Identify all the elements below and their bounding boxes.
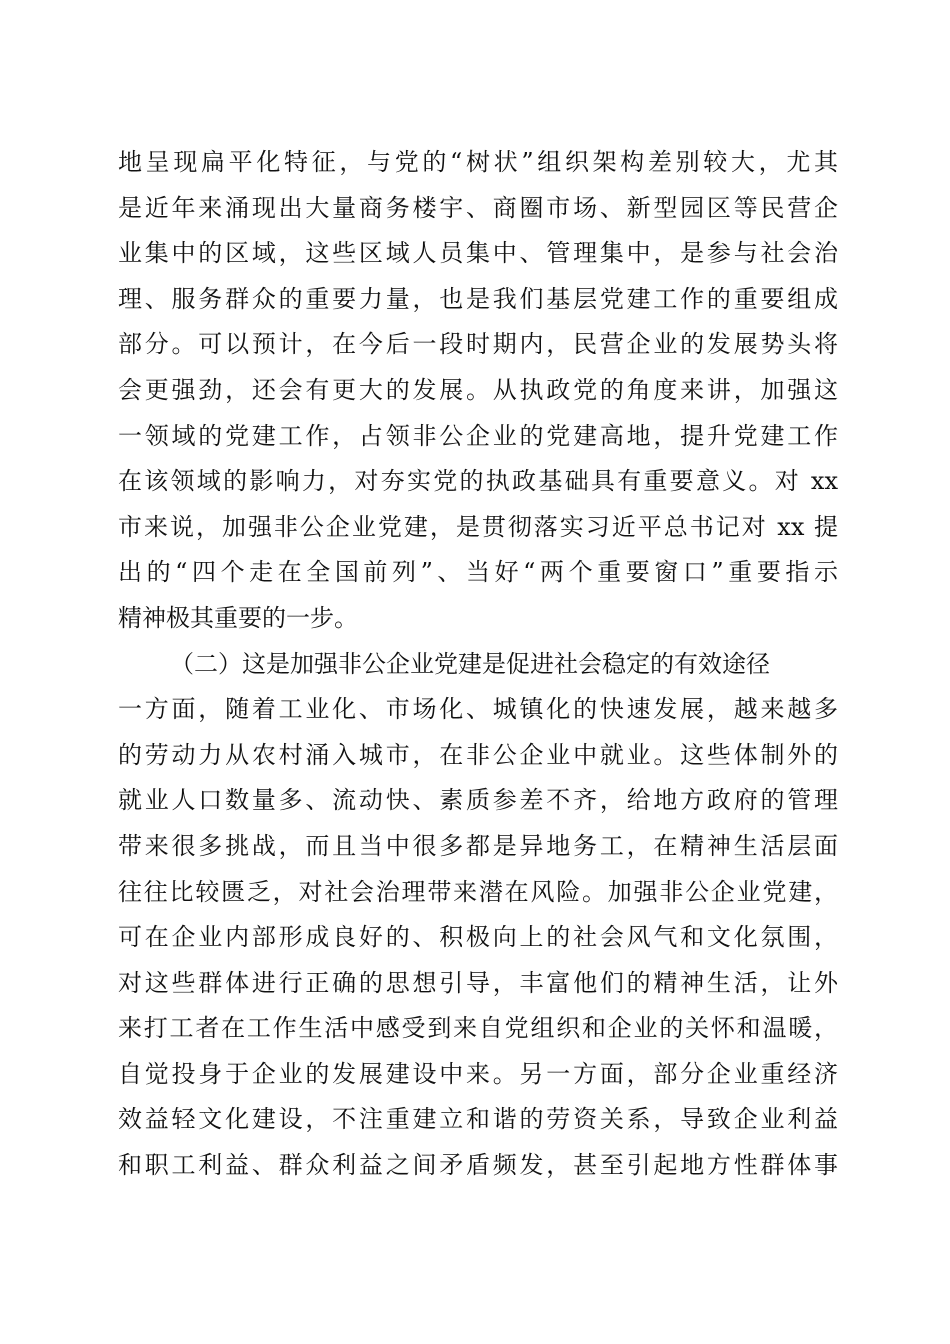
text-line: 出的“四个走在全国前列”、当好“两个重要窗口”重要指示 bbox=[118, 558, 838, 587]
text-line: 在该领域的影响力，对夯实党的执政基础具有重要意义。对 xx bbox=[118, 467, 838, 496]
text-line: 理、服务群众的重要力量，也是我们基层党建工作的重要组成 bbox=[118, 284, 838, 313]
text-line: 市来说，加强非公企业党建，是贯彻落实习近平总书记对 xx 提 bbox=[118, 512, 838, 541]
text-line: 效益轻文化建设，不注重建立和谐的劳资关系，导致企业利益 bbox=[118, 1105, 838, 1134]
text-line: 往往比较匮乏，对社会治理带来潜在风险。加强非公企业党建， bbox=[118, 877, 838, 906]
text-line: 部分。可以预计，在今后一段时期内，民营企业的发展势头将 bbox=[118, 330, 838, 359]
text-line: 业集中的区域，这些区域人员集中、管理集中，是参与社会治 bbox=[118, 239, 838, 268]
text-line: 可在企业内部形成良好的、积极向上的社会风气和文化氛围， bbox=[118, 923, 838, 952]
text-line: 和职工利益、群众利益之间矛盾频发，甚至引起地方性群体事 bbox=[118, 1151, 838, 1180]
text-line: 精神极其重要的一步。 bbox=[118, 603, 358, 632]
text-line: 对这些群体进行正确的思想引导，丰富他们的精神生活，让外 bbox=[118, 968, 838, 997]
text-line: 一领域的党建工作，占领非公企业的党建高地，提升党建工作 bbox=[118, 421, 838, 450]
text-line: 一方面，随着工业化、市场化、城镇化的快速发展，越来越多 bbox=[118, 695, 838, 724]
text-line: 就业人口数量多、流动快、素质参差不齐，给地方政府的管理 bbox=[118, 786, 838, 815]
text-line: 来打工者在工作生活中感受到来自党组织和企业的关怀和温暖， bbox=[118, 1014, 838, 1043]
text-line: 是近年来涌现出大量商务楼宇、商圈市场、新型园区等民营企 bbox=[118, 193, 838, 222]
text-line: 会更强劲，还会有更大的发展。从执政党的角度来讲，加强这 bbox=[118, 375, 838, 404]
text-line: 地呈现扁平化特征，与党的“树状”组织架构差别较大，尤其 bbox=[118, 148, 838, 176]
section-heading: （二）这是加强非公企业党建是促进社会稳定的有效途径 bbox=[170, 649, 770, 678]
text-line: 的劳动力从农村涌入城市，在非公企业中就业。这些体制外的 bbox=[118, 740, 838, 769]
text-line: 自觉投身于企业的发展建设中来。另一方面，部分企业重经济 bbox=[118, 1059, 838, 1088]
text-line: 带来很多挑战，而且当中很多都是异地务工，在精神生活层面 bbox=[118, 831, 838, 860]
body-text bbox=[118, 140, 838, 1189]
